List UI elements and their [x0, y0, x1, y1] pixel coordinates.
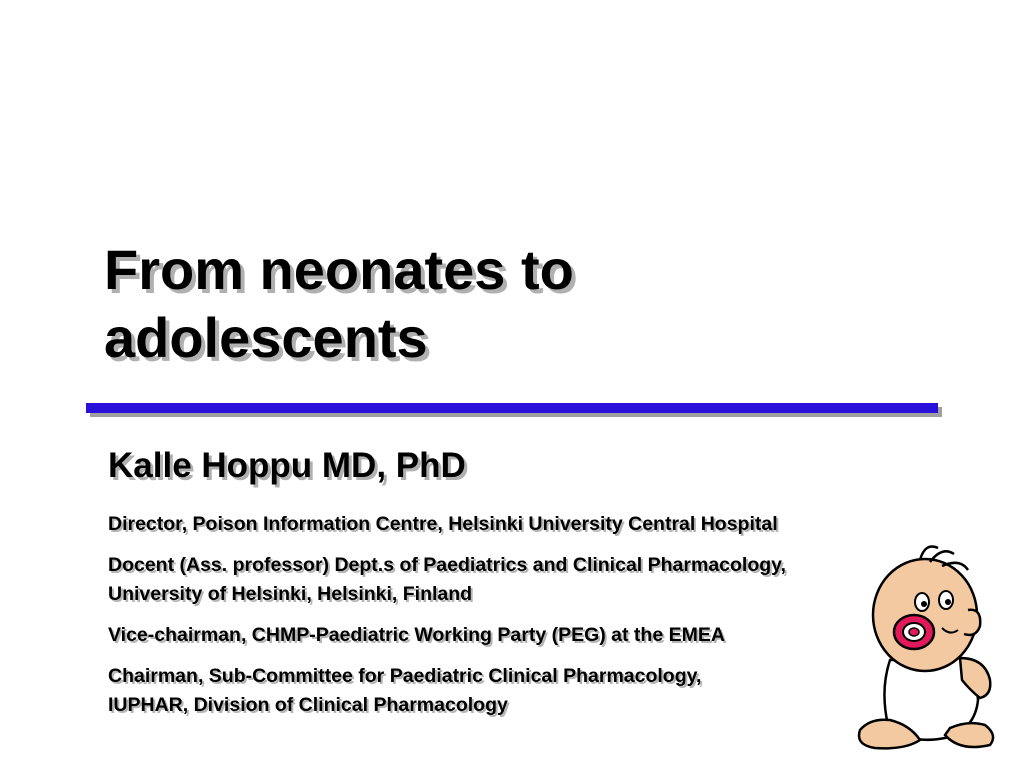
- affiliation-line: Vice-chairman, CHMP-Paediatric Working Party (PEG) at the EMEA: [108, 624, 725, 646]
- affiliation-item: [108, 621, 908, 650]
- title-divider: [86, 403, 938, 413]
- affiliation-list: [108, 510, 908, 732]
- title-line-1: From neonates to: [104, 238, 574, 301]
- slide-title: [104, 236, 864, 372]
- baby-with-pacifier-icon: [850, 540, 1000, 752]
- affiliation-line: IUPHAR, Division of Clinical Pharmacology: [108, 694, 508, 716]
- affiliation-line: Chairman, Sub-Committee for Paediatric Clinical Pharmacology,: [108, 665, 702, 687]
- affiliation-line: Docent (Ass. professor) Dept.s of Paediatrics and Clinical Pharmacology,: [108, 554, 786, 576]
- affiliation-item: [108, 510, 908, 539]
- affiliation-item: [108, 662, 908, 720]
- affiliation-line: University of Helsinki, Helsinki, Finland: [108, 583, 473, 605]
- author-name: Kalle Hoppu MD, PhD: [108, 446, 466, 485]
- title-line-2: adolescents: [104, 306, 428, 369]
- affiliation-item: [108, 551, 908, 609]
- affiliation-line: Director, Poison Information Centre, Helsinki University Central Hospital: [108, 513, 778, 535]
